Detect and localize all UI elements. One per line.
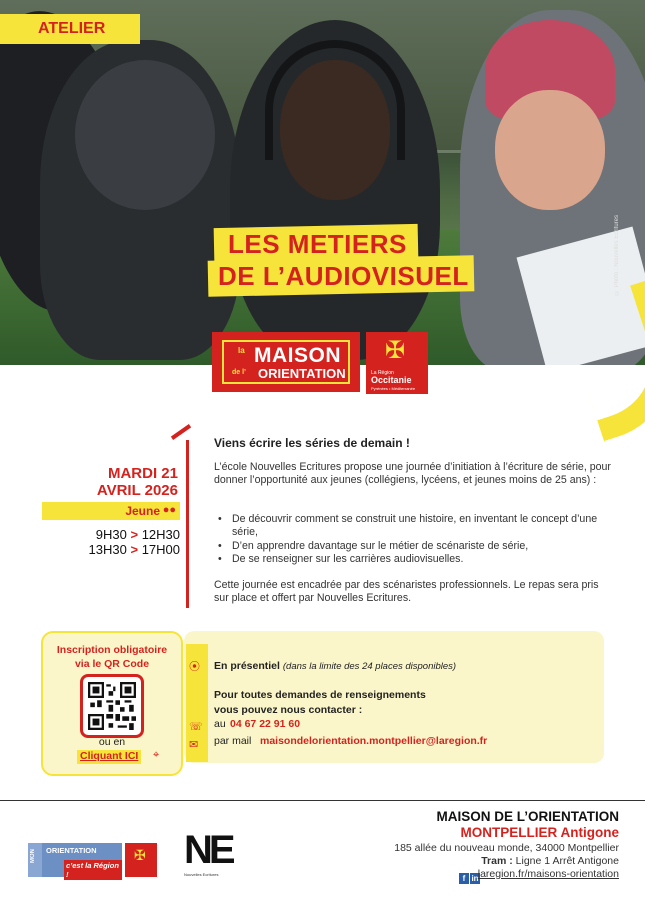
region-small-logo [125,843,157,877]
website-link[interactable]: laregion.fr/maisons-orientation [477,868,619,880]
logo-maison-word: MAISON [254,344,341,367]
event-date-day: MARDI 21 [107,465,178,482]
org-site: MONTPELLIER Antigone [460,825,619,840]
logo-mon: MON [30,849,36,863]
icon-strip [186,644,208,762]
list-item: • D’en apprendre davantage sur le métier de scénariste de série, [218,540,598,553]
attendance-label: En présentiel [214,660,280,672]
tram-value: Ligne 1 Arrêt Antigone [515,855,619,867]
decorative-divider [186,440,189,608]
hero-photo [0,0,645,365]
qr-code-frame[interactable] [80,674,144,738]
headphones [265,40,405,160]
arrow-icon: > [130,542,139,557]
contact-subheading: vous pouvez nous contacter : [214,704,363,716]
slot-end: 17H00 [141,542,180,557]
registration-card [41,631,183,776]
org-address: 185 allée du nouveau monde, 34000 Montpellier [394,842,619,854]
logo-de: de l’ [232,369,247,376]
list-item: • De se renseigner sur les carrières audiovisuelles. [218,553,598,566]
phone-number[interactable]: 04 67 22 91 60 [230,718,301,730]
list-item: • De découvrir comment se construit une histoire, en inventant le concept d’une série, [218,513,598,540]
logo-mon-band [28,843,42,877]
registration-or: ou en [98,736,126,748]
logo-cest-la-region: c’est la Région ! [64,860,122,880]
footer-divider [0,800,645,801]
logo-frame [222,340,350,384]
goals-list [218,513,598,567]
occitan-cross-icon: ✠ [134,847,146,863]
headline: Viens écrire les séries de demain ! [214,436,410,450]
occitan-cross-icon: ✠ [385,337,406,364]
outro-paragraph: Cette journée est encadrée par des scénaristes professionnels. Le repas sera pris sur place et offert par Nouvelles Ecritures. [214,579,599,605]
logo-region-label: La Région [371,370,394,376]
atelier-tag [0,14,140,44]
time-slot-afternoon [40,542,180,557]
register-link[interactable]: Cliquant ICI [77,750,141,764]
page-title-line-2: DE L’AUDIOVISUEL [218,261,469,291]
slot-end: 12H30 [141,527,180,542]
audience-label: Jeune [125,504,160,518]
mail-prefix: par mail [214,735,252,747]
audience-badge [42,502,180,520]
photo-hood [75,60,215,210]
group-icon: ●● [162,504,176,516]
tram-info [481,855,619,867]
intro-paragraph: L’école Nouvelles Ecritures propose une journée d’initiation à l’écriture de série, pour donner l’opportunité aux jeunes (collégiens, lycéens, et jeunes moins de 25 ans) : [214,461,611,487]
photo-face [495,90,605,210]
email-link[interactable]: maisondelorientation.montpellier@laregion.fr [260,735,488,747]
org-name: MAISON DE L’ORIENTATION [436,809,619,824]
slot-start: 9H30 [95,527,127,542]
logo-orientation-word: ORIENTATION [258,366,346,381]
attendance-note: (dans la limite des 24 places disponibles) [282,661,457,672]
nouvelles-ecritures-label: Nouvelles Ecritures [184,872,219,877]
phone-prefix: au [214,718,226,730]
mail-icon: ✉ [189,739,199,751]
photo-person-3 [230,20,440,360]
arrow-icon: > [130,527,139,542]
qr-code[interactable] [88,682,136,730]
registration-title: Inscription obligatoire [56,644,168,656]
tram-label: Tram : [481,855,513,867]
maison-orientation-logo [212,332,360,392]
logo-region-sub: Pyrénées • Méditerranée [371,386,416,391]
attendance-mode [214,660,456,672]
linkedin-icon[interactable]: in [471,874,479,883]
cursor-click-icon: ⌖ [153,749,160,761]
logo-orientation: ORIENTATION [46,846,97,855]
event-date-month: AVRIL 2026 [96,482,178,499]
nouvelles-ecritures-logo: NE [184,828,232,872]
page-title-line-1: LES METIERS [228,229,407,259]
mon-orientation-logo [28,843,122,877]
region-occitanie-logo [366,332,428,394]
registration-subtitle: via le QR Code [74,658,150,670]
facebook-icon[interactable]: f [459,873,469,884]
logo-occitanie-label: Occitanie [371,375,412,385]
slot-start: 13H30 [88,542,127,557]
logo-la: la [238,346,245,355]
photo-credit: © Photo : Nouvelles Ecritures [614,215,620,296]
phone-icon: ☏ [189,721,203,733]
photo-person-2 [40,40,240,360]
atelier-tag-label: ATELIER [38,20,106,37]
decorative-hook [171,424,191,440]
location-icon: ⦿ [189,661,200,673]
time-slot-morning [40,527,180,542]
contact-heading: Pour toutes demandes de renseignements [214,689,426,701]
